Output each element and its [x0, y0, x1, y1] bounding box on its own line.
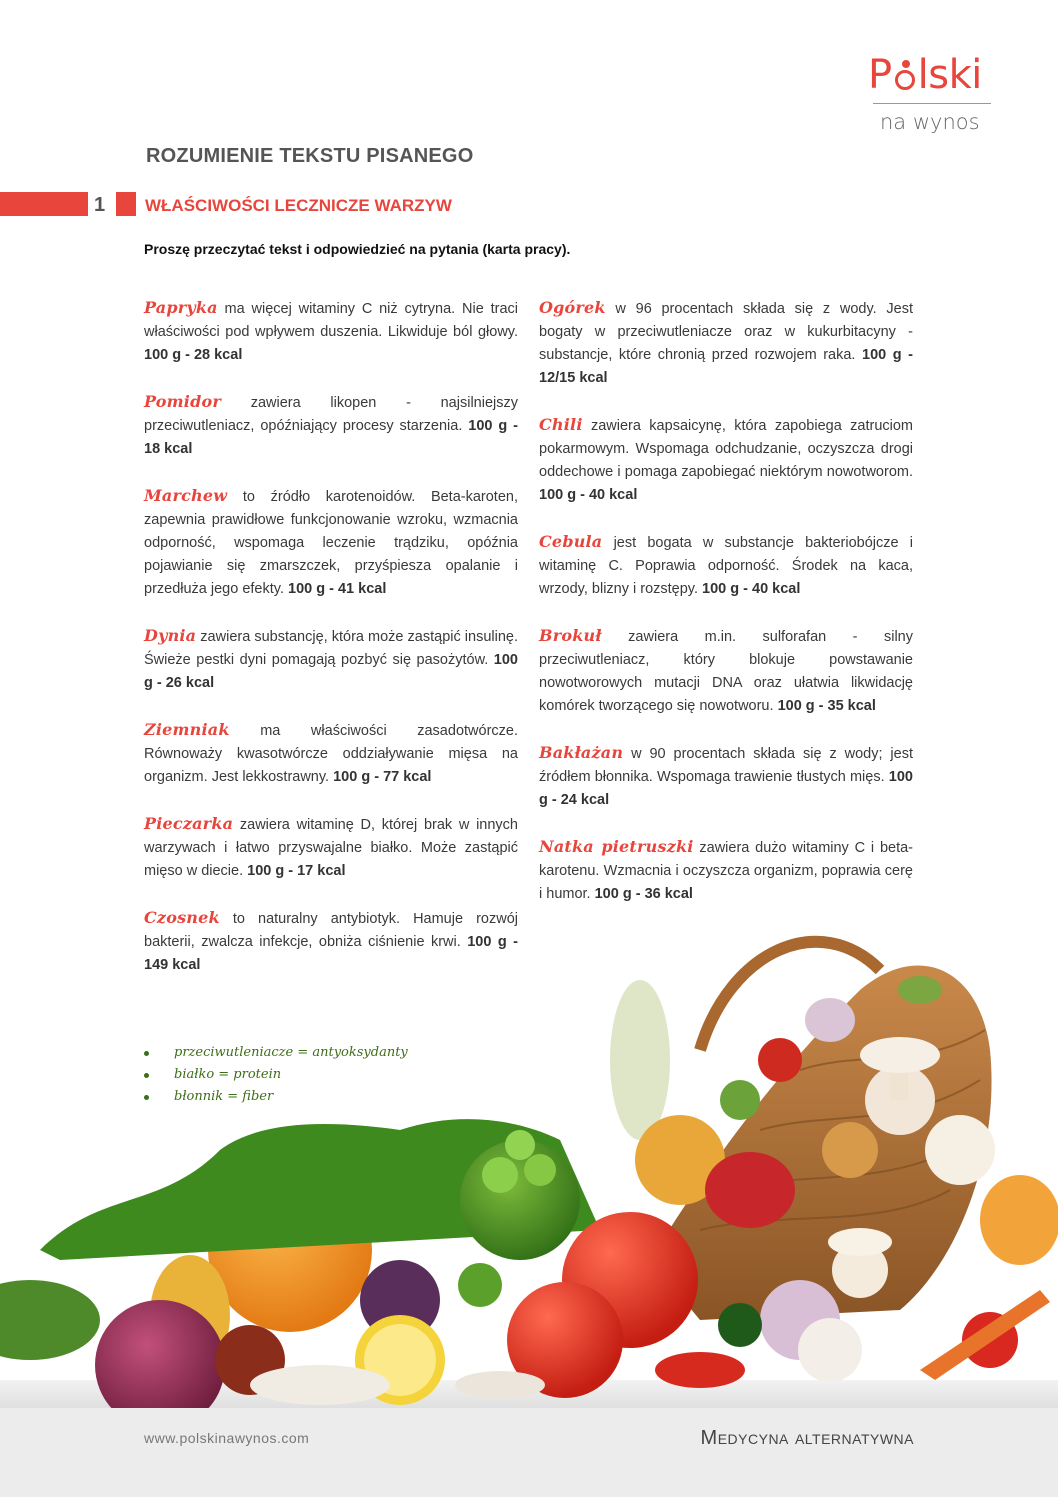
exercise-accent-bar	[0, 192, 88, 216]
entry-text: to naturalny antybiotyk. Hamuje rozwój bakterii, zwalcza infekcje, obniża ciśnienie krwi.	[144, 911, 518, 950]
entry-marchew	[144, 484, 518, 601]
section-title: ROZUMIENIE TEKSTU PISANEGO	[146, 145, 474, 167]
entry-kcal: 100 g - 28 kcal	[144, 347, 243, 363]
entry-kcal: 100 g - 35 kcal	[777, 698, 876, 714]
entry-text: to źródło karotenoidów. Beta-karoten, zapewnia prawidłowe funkcjonowanie wzroku, wzmacnia odporność, wspomaga leczenie trądziku, opóźnia pojawianie się zmarszczek, przyśpiesza opalanie i przedłuża jego efekty.	[144, 489, 518, 597]
entry-kcal: 100 g - 24 kcal	[539, 769, 913, 808]
entry-cebula	[539, 530, 913, 601]
entry-kcal: 100 g - 40 kcal	[539, 487, 638, 503]
exercise-number: 1	[94, 194, 106, 216]
entry-term: Marchew	[144, 486, 228, 505]
entry-ziemniak	[144, 718, 518, 789]
logo-dot-icon	[892, 60, 918, 90]
entry-kcal: 100 g - 17 kcal	[247, 863, 346, 879]
entry-term: Chili	[539, 415, 583, 434]
entry-kcal: 100 g - 40 kcal	[702, 581, 801, 597]
entry-dynia	[144, 624, 518, 695]
entry-kcal: 100 g - 77 kcal	[333, 769, 432, 785]
glossary-item: przeciwutleniacze = antyoksydanty	[144, 1042, 408, 1064]
entry-kcal: 100 g - 18 kcal	[144, 418, 519, 457]
glossary	[144, 1042, 408, 1108]
entry-kcal: 100 g - 12/15 kcal	[539, 347, 913, 386]
footer	[0, 1408, 1058, 1497]
left-column	[144, 296, 518, 1000]
entry-kcal: 100 g - 41 kcal	[288, 581, 387, 597]
entry-chili	[539, 413, 913, 507]
entry-brokul	[539, 624, 913, 718]
entry-term: Cebula	[539, 532, 603, 551]
entry-term: Czosnek	[144, 908, 220, 927]
entry-text: zawiera kapsaicynę, która zapobiega zatruciom pokarmowym. Wspomaga odchudzanie, oczyszcza drogi oddechowe i pomaga zapobiegać niektórym nowotworom.	[539, 418, 913, 480]
entry-kcal: 100 g - 26 kcal	[144, 652, 518, 691]
entry-text: zawiera likopen - najsilniejszy przeciwutleniacz, opóźniający procesy starzenia.	[144, 395, 518, 434]
entry-term: Pomidor	[144, 392, 221, 411]
entry-term: Bakłażan	[539, 743, 624, 762]
entry-kcal: 100 g - 149 kcal	[144, 934, 519, 973]
entry-papryka	[144, 296, 518, 367]
entry-term: Dynia	[144, 626, 197, 645]
entry-ogorek	[539, 296, 913, 390]
entry-text: ma właściwości zasadotwórcze. Równoważy kwasotwórcze oddziaływanie mięsa na organizm. Jest lekkostrawny.	[144, 723, 518, 785]
exercise-accent-box	[116, 192, 136, 216]
entry-text: w 96 procentach składa się z wody. Jest bogaty w przeciwutleniacze oraz w kukurbitacyny - substancje, które chronią przed rozwojem raka.	[539, 301, 913, 363]
entry-natka-pietruszki	[539, 835, 913, 906]
entry-text: zawiera substancję, która może zastąpić insulinę. Świeże pestki dyni pomagają pozbyć się pasożytów.	[144, 629, 518, 668]
footer-url[interactable]: www.polskinawynos.com	[144, 1430, 310, 1446]
entry-term: Pieczarka	[144, 814, 234, 833]
logo-wordmark: P lski	[868, 52, 982, 98]
right-column	[539, 296, 913, 929]
instruction: Proszę przeczytać tekst i odpowiedzieć na pytania (karta pracy).	[144, 241, 571, 257]
footer-category: Medycyna alternatywna	[700, 1427, 914, 1449]
exercise-title: WŁAŚCIWOŚCI LECZNICZE WARZYW	[145, 196, 452, 215]
entry-text: ma więcej witaminy C niż cytryna. Nie traci właściwości pod wpływem duszenia. Likwiduje ból głowy.	[144, 301, 518, 340]
entry-text: w 90 procentach składa się z wody; jest źródłem błonnika. Wspomaga trawienie tłustych mięs.	[539, 746, 913, 785]
vegetables-basket-photo	[0, 930, 1058, 1410]
entry-term: Ziemniak	[144, 720, 230, 739]
logo	[868, 52, 1008, 134]
entry-text: zawiera witaminę D, której brak w innych warzywach i łatwo przyswajalne białko. Może zastąpić mięso w diecie.	[144, 817, 518, 879]
glossary-item: błonnik = fiber	[144, 1086, 408, 1108]
entry-term: Papryka	[144, 298, 218, 317]
entry-pomidor	[144, 390, 518, 461]
entry-text: zawiera m.in. sulforafan - silny przeciwutleniacz, który blokuje powstawanie nowotworowych mutacji DNA oraz ułatwia likwidację komórek tworzącego się nowotworu.	[539, 629, 913, 714]
entry-baklazan	[539, 741, 913, 812]
entry-kcal: 100 g - 36 kcal	[594, 886, 693, 902]
entry-pieczarka	[144, 812, 518, 883]
logo-divider	[873, 103, 991, 104]
entry-text: jest bogata w substancje bakteriobójcze i witaminę C. Poprawia odporność. Środek na kaca, wrzody, blizny i rozstępy.	[539, 535, 913, 597]
entry-text: zawiera dużo witaminy C i beta-karotenu. Wzmacnia i oczyszcza organizm, poprawia cerę i humor.	[539, 840, 913, 902]
entry-term: Natka pietruszki	[539, 837, 694, 856]
glossary-item: białko = protein	[144, 1064, 408, 1086]
logo-tagline: na wynos	[880, 110, 980, 134]
entry-term: Brokuł	[539, 626, 602, 645]
entry-term: Ogórek	[539, 298, 606, 317]
